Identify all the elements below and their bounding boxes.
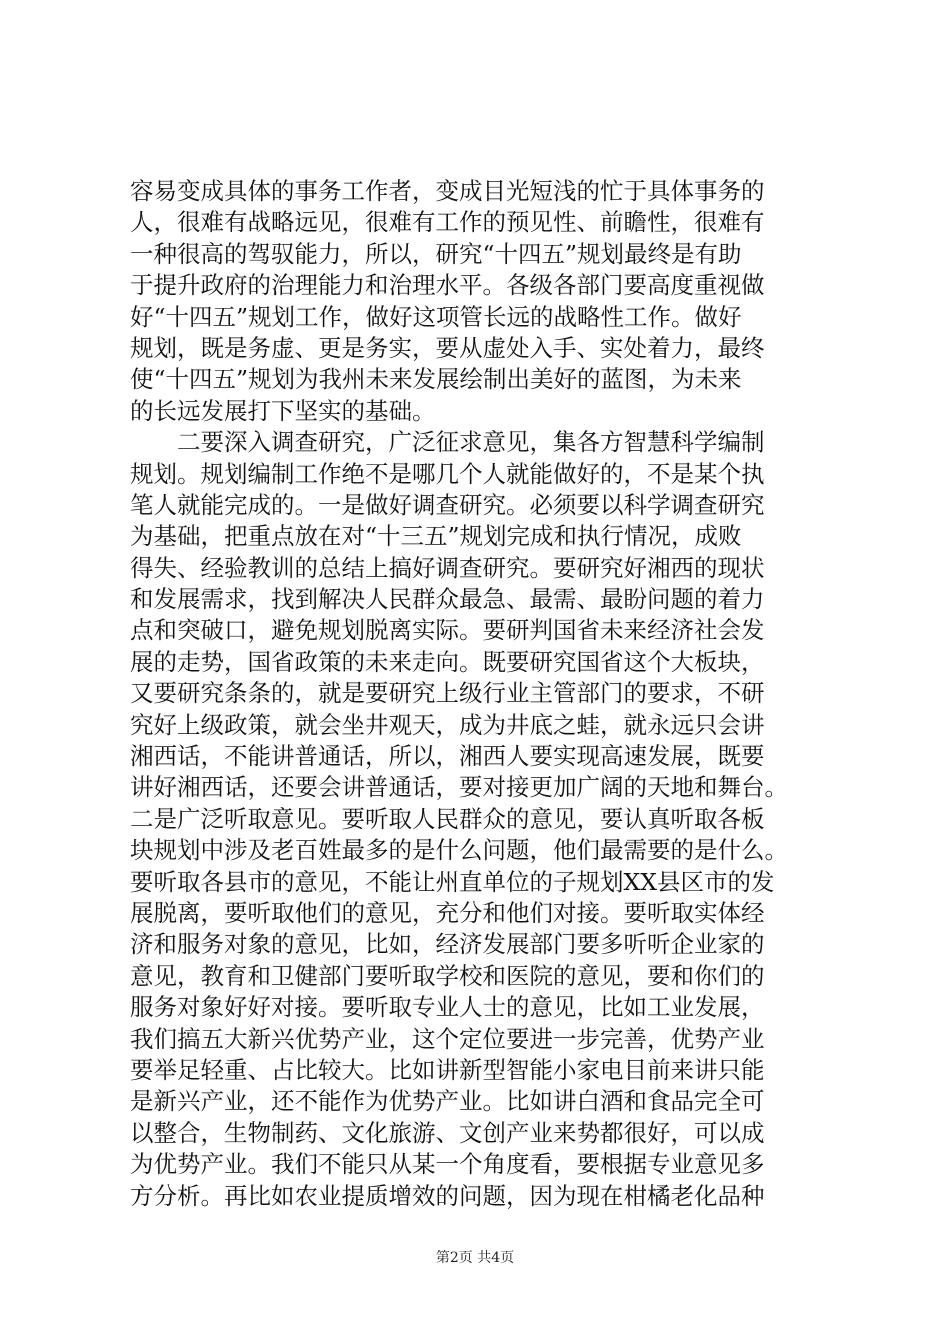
page-footer: 第2页 共4页 bbox=[435, 1250, 515, 1266]
text-line: 块规划中涉及老百姓最多的是什么问题，他们最需要的是什么。 bbox=[130, 836, 788, 865]
text-line: 于提升政府的治理能力和治理水平。各级各部门要高度重视做 bbox=[130, 271, 765, 300]
text-line: 要举足轻重、占比较大。比如讲新型智能小家电目前来讲只能 bbox=[130, 1055, 765, 1084]
text-line: 意见，教育和卫健部门要听取学校和医院的意见，要和你们的 bbox=[130, 961, 765, 990]
text-line: 二是广泛听取意见。要听取人民群众的意见，要认真听取各板 bbox=[130, 804, 765, 833]
text-line: 一种很高的驾驭能力，所以，研究“十四五”规划最终是有助 bbox=[130, 239, 742, 268]
text-line: 容易变成具体的事务工作者，变成目光短浅的忙于具体事务的 bbox=[130, 177, 765, 205]
text-line: 的长远发展打下坚实的基础。 bbox=[130, 396, 436, 425]
text-line: 要听取各县市的意见，不能让州直单位的子规划XX县区市的发 bbox=[130, 867, 775, 896]
text-line: 二要深入调查研究，广泛征求意见，集各方智慧科学编制 bbox=[130, 428, 765, 457]
text-line: 服务对象好好对接。要听取专业人士的意见，比如工业发展， bbox=[130, 993, 765, 1022]
text-line: 规划。规划编制工作绝不是哪几个人就能做好的，不是某个执 bbox=[130, 459, 765, 488]
text-line: 展脱离，要听取他们的意见，充分和他们对接。要听取实体经 bbox=[130, 898, 765, 927]
text-line: 是新兴产业，还不能作为优势产业。比如讲白酒和食品完全可 bbox=[130, 1087, 765, 1116]
text-line: 笔人就能完成的。一是做好调查研究。必须要以科学调查研究 bbox=[130, 490, 765, 519]
text-line: 方分析。再比如农业提质增效的问题，因为现在柑橘老化品种 bbox=[130, 1181, 765, 1210]
text-line: 和发展需求，找到解决人民群众最急、最需、最盼问题的着力 bbox=[130, 585, 765, 614]
text-line: 究好上级政策，就会坐井观天，成为井底之蛙，就永远只会讲 bbox=[130, 710, 765, 739]
text-line: 点和突破口，避免规划脱离实际。要研判国省未来经济社会发 bbox=[130, 616, 765, 645]
text-line: 好“十四五”规划工作，做好这项管长远的战略性工作。做好 bbox=[130, 302, 742, 331]
text-line: 湘西话，不能讲普通话，所以，湘西人要实现高速发展，既要 bbox=[130, 742, 765, 771]
text-line: 济和服务对象的意见，比如，经济发展部门要多听听企业家的 bbox=[130, 930, 765, 959]
document-body bbox=[130, 176, 830, 1212]
text-line: 人，很难有战略远见，很难有工作的预见性、前瞻性，很难有 bbox=[130, 208, 765, 237]
text-line: 为基础，把重点放在对“十三五”规划完成和执行情况，成败 bbox=[130, 522, 742, 551]
text-line: 展的走势，国省政策的未来走向。既要研究国省这个大板块， bbox=[130, 647, 765, 676]
text-line: 得失、经验教训的总结上搞好调查研究。要研究好湘西的现状 bbox=[130, 553, 765, 582]
text-line: 为优势产业。我们不能只从某一个角度看，要根据专业意见多 bbox=[130, 1150, 765, 1179]
text-line: 讲好湘西话，还要会讲普通话，要对接更加广阔的天地和舞台。 bbox=[130, 773, 788, 802]
text-line: 我们搞五大新兴优势产业，这个定位要进一步完善，优势产业 bbox=[130, 1024, 765, 1053]
text-line: 又要研究条条的，就是要研究上级行业主管部门的要求，不研 bbox=[130, 679, 765, 708]
text-line: 以整合，生物制药、文化旅游、文创产业来势都很好，可以成 bbox=[130, 1118, 765, 1147]
text-line: 使“十四五”规划为我州未来发展绘制出美好的蓝图，为未来 bbox=[130, 365, 742, 394]
text-line: 规划，既是务虚、更是务实，要从虚处入手、实处着力，最终 bbox=[130, 333, 765, 362]
